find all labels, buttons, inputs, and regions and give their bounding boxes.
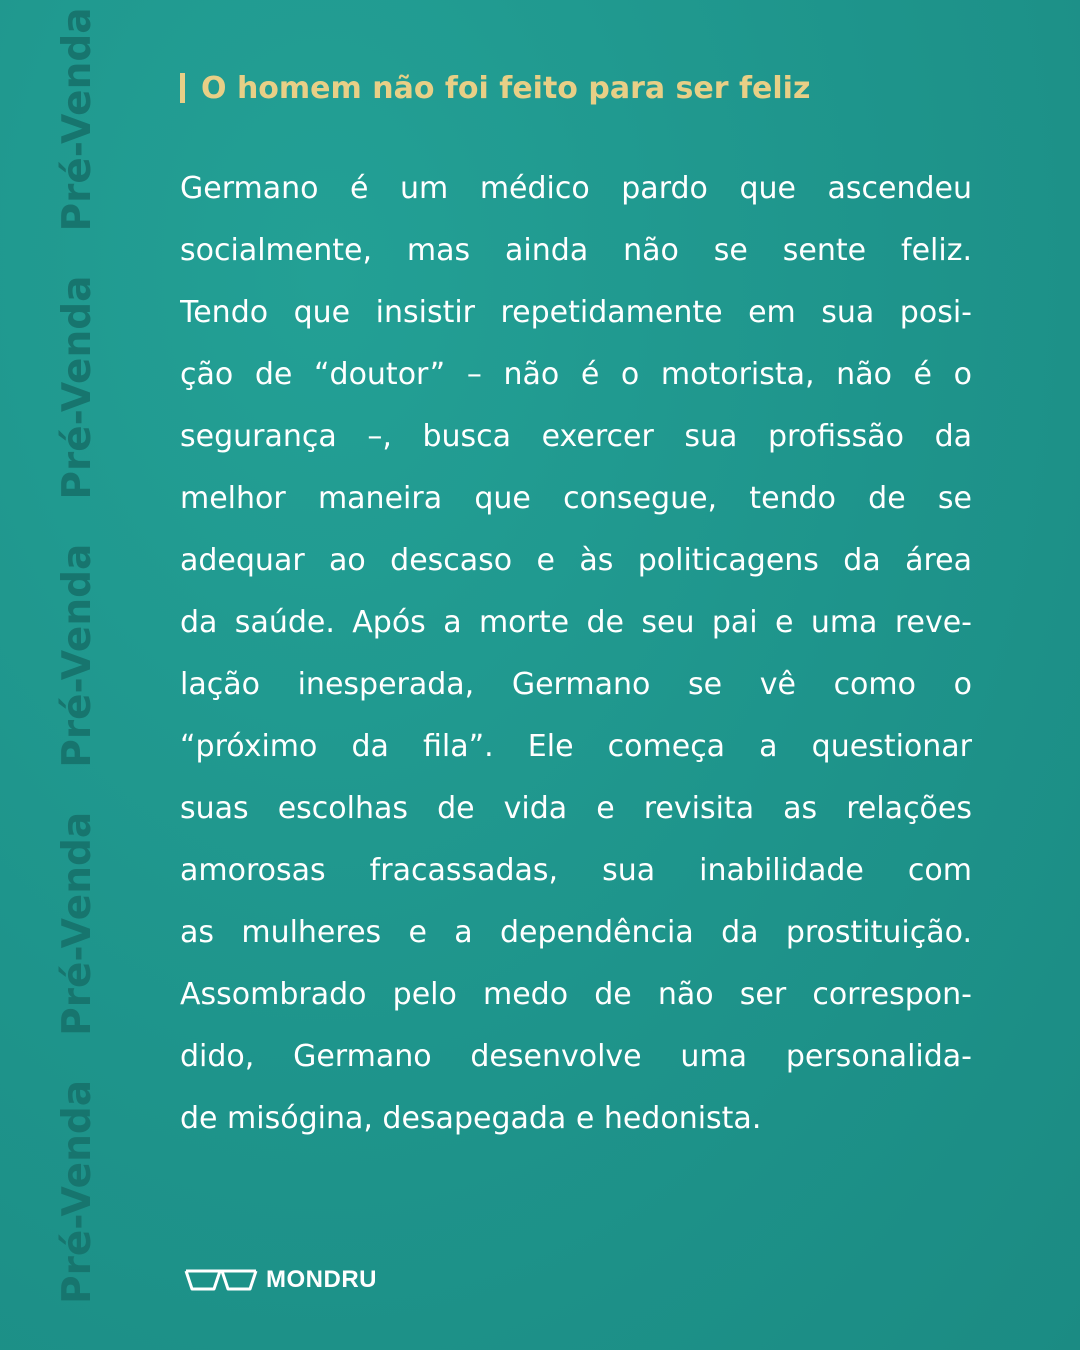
pre-venda-label: Pré-Venda [55,275,100,500]
synopsis-line: Germano é um médico pardo que ascendeu [180,171,972,206]
synopsis [180,158,972,1150]
mondru-logo [184,1266,377,1294]
synopsis-line: ção de “doutor” – não é o motorista, não é o [180,357,972,392]
pre-venda-strip [56,7,100,1304]
mondru-logo-icon [184,1268,258,1292]
pre-venda-label: Pré-Venda [55,1079,100,1304]
synopsis-line: Tendo que insistir repetidamente em sua posi- [180,295,972,330]
synopsis-line: “próximo da fila”. Ele começa a questionar [180,729,972,764]
book-title [180,64,1020,112]
synopsis-line: melhor maneira que consegue, tendo de se [180,481,972,516]
synopsis-line: amorosas fracassadas, sua inabilidade com [180,853,972,888]
synopsis-line: adequar ao descaso e às politicagens da área [180,543,972,578]
synopsis-line: da saúde. Após a morte de seu pai e uma reve- [180,605,972,640]
pre-venda-label: Pré-Venda [55,543,100,768]
pre-venda-band [48,0,108,1350]
synopsis-line: suas escolhas de vida e revisita as relações [180,791,972,826]
synopsis-line: segurança –, busca exercer sua profissão da [180,419,972,454]
synopsis-line: de misógina, desapegada e hedonista. [180,1101,762,1136]
book-title-text: O homem não foi feito para ser feliz [201,70,811,106]
pre-venda-label: Pré-Venda [55,7,100,232]
synopsis-line: dido, Germano desenvolve uma personalida- [180,1039,972,1074]
title-accent-bar [180,73,185,103]
synopsis-line: lação inesperada, Germano se vê como o [180,667,972,702]
synopsis-line: as mulheres e a dependência da prostituição. [180,915,972,950]
pre-venda-label: Pré-Venda [55,811,100,1036]
synopsis-line: Assombrado pelo medo de não ser correspon- [180,977,972,1012]
brand-name: MONDRU [266,1266,377,1293]
synopsis-line: socialmente, mas ainda não se sente feliz. [180,233,972,268]
